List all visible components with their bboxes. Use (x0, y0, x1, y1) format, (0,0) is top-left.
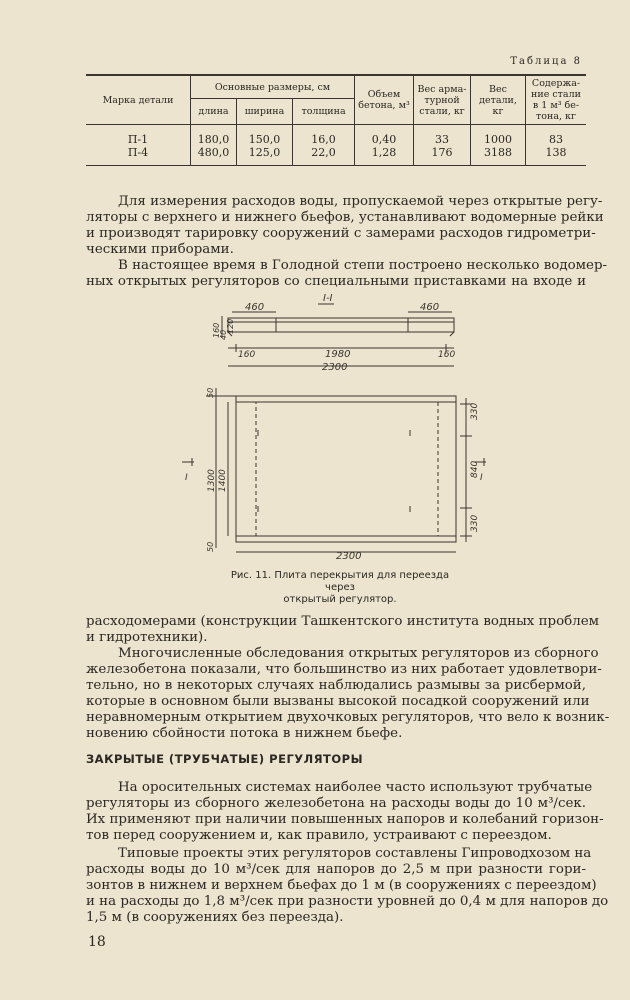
cell-thickness: 22,0 (293, 146, 355, 166)
caption-line: Рис. 11. Плита перекрытия для переезда через (230, 570, 450, 593)
col-mark-header: Марка детали (86, 75, 191, 125)
page-number: 18 (88, 934, 106, 950)
text-line: новению сбойности потока в нижнем бьефе. (86, 726, 403, 741)
text-line: расходы воды до 10 м³/сек для напоров до 2,5 м при разности гори- (86, 862, 586, 877)
text-line: расходомерами (конструкции Ташкентского института водных проблем (86, 614, 600, 629)
cell-rebar: 176 (414, 146, 471, 166)
cell-mark: П-4 (86, 146, 191, 166)
section-mark-left: I (185, 473, 188, 483)
text-line: регуляторы из сборного железобетона на расходы воды до 10 м³/сек. (86, 796, 586, 811)
dim-460-right: 460 (420, 302, 440, 313)
text-line: и на расходы до 1,8 м³/сек при разности уровней до 0,4 м для напоров до (86, 894, 609, 909)
text-line: В настоящее время в Голодной степи построено несколько водомер- (118, 258, 608, 273)
paragraph-3 (86, 614, 600, 646)
col-thickness-header: толщина (293, 99, 355, 125)
dim-120: 120 (226, 318, 235, 334)
text-line: ных открытых регуляторов со специальными приставками на входе и (86, 274, 586, 289)
paragraph-1 (86, 194, 604, 258)
cell-volume: 1,28 (355, 146, 414, 166)
dim-840: 840 (470, 460, 480, 478)
dim-1980: 1980 (325, 349, 351, 360)
cell-thickness: 16,0 (293, 125, 355, 147)
cell-rebar: 33 (414, 125, 471, 147)
figure-11-drawing (170, 292, 510, 562)
text-line: ляторы с верхнего и нижнего бьефов, устанавливают водомерные рейки (86, 210, 604, 225)
cell-length: 480,0 (191, 146, 237, 166)
paragraph-5 (86, 780, 604, 844)
cell-steel: 83 (526, 125, 587, 147)
cell-weight: 1000 (471, 125, 526, 147)
col-main-dims-header: Основные размеры, см (191, 75, 355, 99)
cell-width: 150,0 (236, 125, 292, 147)
dim-330-top: 330 (470, 402, 480, 420)
text-line: железобетона показали, что большинство из них работает удовлетвори- (86, 662, 602, 677)
dim-40: 40 (219, 329, 228, 340)
text-line: тельно, но в некоторых случаях наблюдались размывы за рисбермой, (86, 678, 586, 693)
dim-160-right: 160 (438, 350, 456, 360)
section-heading: ЗАКРЫТЫЕ (ТРУБЧАТЫЕ) РЕГУЛЯТОРЫ (86, 752, 364, 766)
text-line: Для измерения расходов воды, пропускаемой через открытые регу- (118, 194, 603, 209)
col-width-header: ширина (236, 99, 292, 125)
table-label: Таблица 8 (510, 56, 582, 67)
figure-caption (230, 570, 450, 606)
dim-460-left: 460 (245, 302, 265, 313)
cell-volume: 0,40 (355, 125, 414, 147)
dim-50-bottom: 50 (206, 541, 215, 552)
text-line: и производят тарировку сооружений с замерами расходов гидрометри- (86, 226, 596, 241)
dim-2300-bottom: 2300 (336, 551, 362, 562)
col-volume-header: Объем бетона, м³ (355, 75, 414, 125)
dim-1400: 1400 (218, 469, 228, 492)
cell-mark: П-1 (127, 133, 149, 146)
text-line: тов перед сооружением и, как правило, устраивают с переездом. (86, 828, 552, 843)
text-line: ческими приборами. (86, 242, 234, 257)
paragraph-2 (86, 258, 608, 290)
text-line: 1,5 м (в сооружениях без переезда). (86, 910, 344, 925)
dim-330-bottom: 330 (470, 514, 480, 532)
section-label: I-I (323, 293, 333, 304)
dim-2300-top: 2300 (322, 362, 348, 373)
paragraph-6 (86, 846, 609, 926)
cell-steel: 138 (526, 146, 587, 166)
paragraph-4 (86, 646, 610, 742)
text-line: неравномерным открытием двухочковых регуляторов, что вело к возник- (86, 710, 610, 725)
text-line: которые в основном были вызваны высокой посадкой сооружений или (86, 694, 590, 709)
col-length-header: длина (191, 99, 237, 125)
table-row (86, 125, 586, 147)
text-line: Их применяют при наличии повышенных напоров и колебаний горизон- (86, 812, 604, 827)
dim-1300: 1300 (207, 469, 217, 492)
text-line: Типовые проекты этих регуляторов составлены Гипроводхозом на (118, 846, 592, 861)
cell-length: 180,0 (191, 125, 237, 147)
caption-line: открытый регулятор. (283, 594, 397, 605)
section-mark-right: I (480, 473, 483, 483)
col-weight-header: Вес детали, кг (471, 75, 526, 125)
dim-50-top: 50 (206, 387, 215, 398)
spec-table (86, 74, 586, 166)
cell-width: 125,0 (236, 146, 292, 166)
dim-160-height: 160 (212, 322, 221, 338)
table-row (86, 146, 586, 166)
dim-160-left: 160 (238, 350, 256, 360)
text-line: и гидротехники). (86, 630, 208, 645)
section-slab (228, 318, 454, 332)
col-rebar-header: Вес арма-турной стали, кг (414, 75, 471, 125)
cell-weight: 3188 (471, 146, 526, 166)
col-steel-header: Содержа-ние стали в 1 м³ бе-тона, кг (526, 75, 587, 125)
text-line: На оросительных системах наиболее часто используют трубчатые (118, 780, 593, 795)
text-line: Многочисленные обследования открытых регуляторов из сборного (118, 646, 599, 661)
text-line: зонтов в нижнем и верхнем бьефах до 1 м (в сооружениях с переездом) (86, 878, 597, 893)
plan-inner (256, 402, 438, 536)
plan-outer (236, 396, 456, 542)
